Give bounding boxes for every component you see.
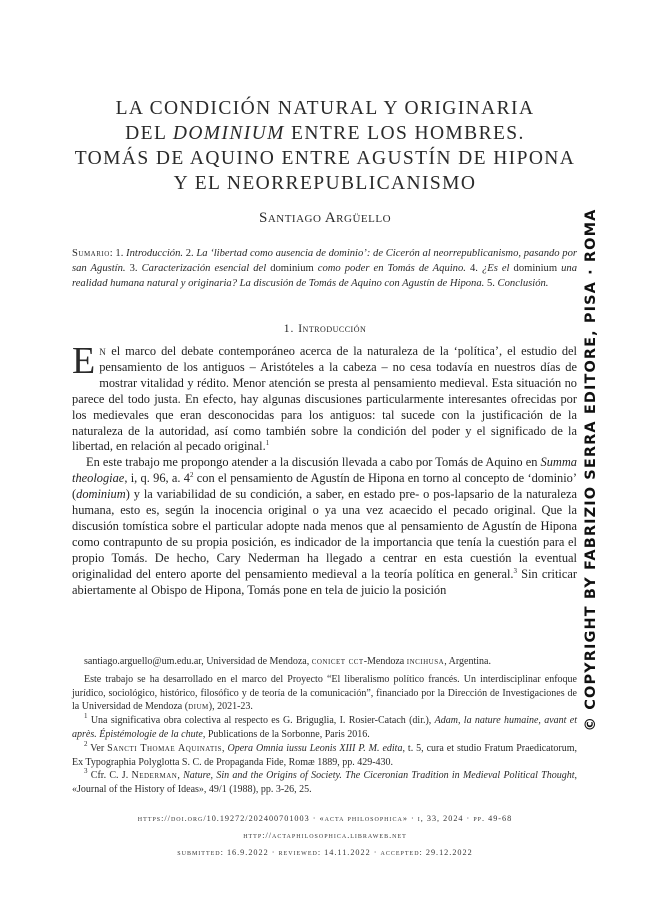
paragraph-1: En el marco del debate contemporáneo acerca de la naturaleza de la ‘política’, el estudio del pensamiento de los antiguos – Aristóteles a la cabeza – no cesa todavía en nuestros días de mostrar vitalidad y rédito. Menor atención se presta al pensamiento medieval. Esta situación no parece del todo justa. En efecto, hay algunas discusiones particularmente interesantes ofrecidas por los medievales que eran desconocidas para los antiguos: tal sucede con la justificación de la naturaleza de la autoridad, así como también sobre la condición del poder y el significado de la libertad, en relación al pecado original.$^1$ [72, 340, 577, 454]
footnote-3: $^3$ Cfr. C. J. Nederman, Nature, Sin and the Origins of Society. The Ciceronian Tradition in Medieval Political Thought, «Journal of the History of Ideas», 49/1 (1988), pp. 3-26, 25. [72, 767, 578, 796]
project-note: Este trabajo se ha desarrollado en el marco del Proyecto “El liberalismo político francés. Un interdisciplinar enfoque jurídico, sociológico, histórico, filosófico y de teoría de la comunicación”, financiado por la Dirección de Investigaciones de la Universidad de Mendoza (dium), 2021-23. [72, 673, 577, 713]
footnote-ref-2[interactable]: 2 [190, 471, 194, 480]
title-line-2 [0, 121, 650, 146]
title-dominium: DOMINIUM [172, 123, 285, 144]
footnote-ref-1[interactable]: 1 [265, 439, 270, 448]
footer-url[interactable]: http://actaphilosophica.libraweb.net [243, 831, 407, 840]
section-heading: 1. Introducción [283, 323, 367, 335]
paragraph-2: En este trabajo me propongo atender a la discusión llevada a cabo por Tomás de Aquino en Summa theologiae, i, q. 96, a. $4^2$ con el pensamiento de Agustín de Hipona en torno al concepto de ‘dominio’ (dominium) y la variabilidad de su condición, a saber, en estado pre- o pos-lapsario de la naturaleza humana, esto es, según la inocencia original o ya una vez acaecido el pecado original. Que la discusión tomística sobre el particular adopte nada menos que al pensamiento de Agustín de Hipona como contrapunto de su propia posición, es indicador de la importancia que tenía la cuestión para el propio Tomás. De hecho, Cary Nederman ha llegado a centrar en esta cuestión la eventual originalidad del entero aporte del pensamiento medieval a la teoría política en general.$^3$ Sin criticar abiertamente al Obispo de Hipona, Tomás pone en tela de juicio la posición [72, 455, 578, 597]
body-text [72, 340, 578, 599]
sumario: Sumario: 1. Introducción. 2. La ‘libertad como ausencia de dominio’: de Cicerón al neorrepublicanismo, pasando por san Agustín. 3. Caracterización esencial del dominium como poder en Tomás de Aquino. 4. ¿Es el dominium una realidad humana natural y originaria? La discusión de Tomás de Aquino con Agustín de Hipona. 5. Conclusión. [72, 248, 578, 290]
sumario-label: Sumario [72, 248, 110, 259]
author-name: Santiago Argüello [258, 210, 392, 226]
copyright-side-label: © COPYRIGHT BY FABRIZIO SERRA EDITORE, PISA · ROMA [583, 208, 599, 732]
title-line-1: LA CONDICIÓN NATURAL Y ORIGINARIA [115, 98, 535, 119]
footnote-ref-3[interactable]: 3 [513, 566, 517, 575]
title-line-2b: ENTRE LOS HOMBRES. [284, 123, 525, 144]
title-line-3: TOMÁS DE AQUINO ENTRE AGUSTÍN DE HIPONA [74, 148, 576, 169]
footnote-1: $^1$ Una significativa obra colectiva al respecto es G. Briguglia, I. Rosier-Catach (dir.), Adam, la nature humaine, avant et après. Épistémologie de la chute, Publications de la Sorbonne, Paris 2016. [72, 712, 578, 740]
footnotes [72, 655, 577, 797]
title-line-4: Y EL NEORREPUBLICANISMO [173, 173, 477, 194]
article-title [0, 96, 650, 196]
drop-cap: E [72, 340, 96, 382]
author-affiliation: santiago.arguello@um.edu.ar, Universidad de Mendoza, conicet cct-Mendoza incihusa, Argentina. [84, 656, 491, 667]
footnote-2: $^2$ Ver Sancti Thomae Aquinatis, Opera Omnia iussu Leonis XIII P. M. edita, t. 5, cura et studio Fratum Praedicatorum, Ex Typographia Polyglotta S. C. de Propaganda Fide, Romæ 1889, pp. 429-430. [72, 739, 578, 768]
page-footer [0, 810, 650, 861]
title-line-2a: DEL [125, 123, 173, 144]
footer-dates: submitted: 16.9.2022 · reviewed: 14.11.2022 · accepted: 29.12.2022 [177, 848, 473, 857]
footer-doi[interactable]: https://doi.org/10.19272/202400701003 · «acta philosophica» · i, 33, 2024 · pp. 49-68 [137, 814, 513, 823]
